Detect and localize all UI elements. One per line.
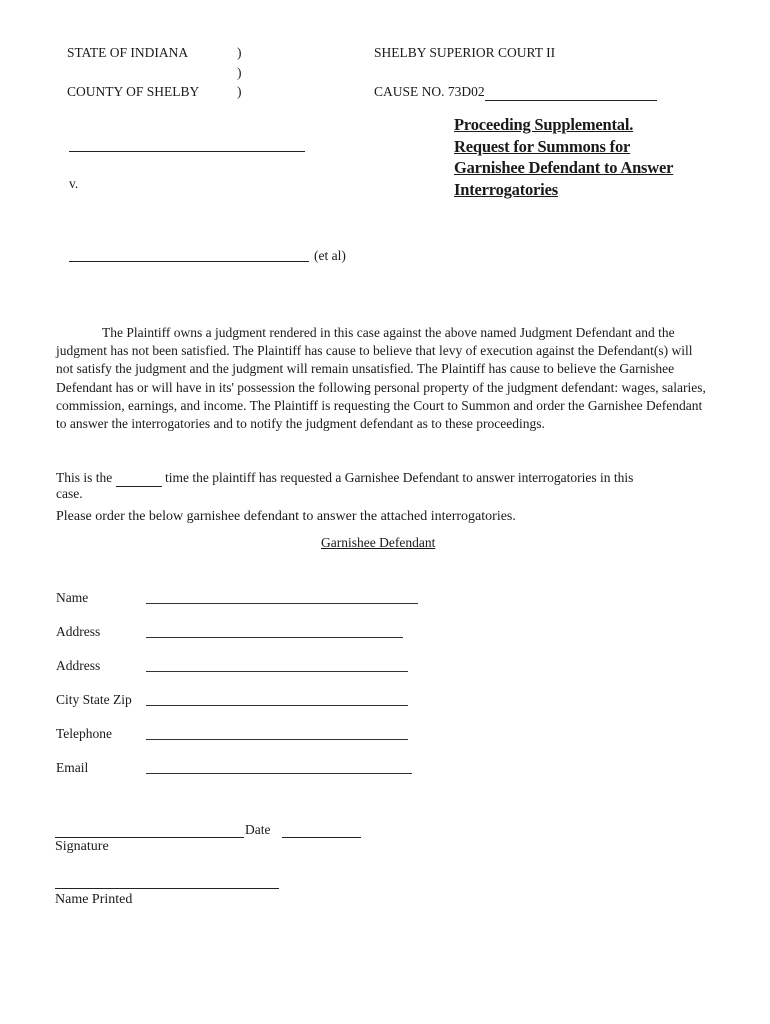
defendant-line[interactable] [69,261,309,262]
date-label: Date [245,822,271,837]
field-email-label: Email [56,760,89,775]
request-count-suffix: time the plaintiff has requested a Garnishee Defendant to answer interrogatories in this [165,470,634,485]
field-city-label: City State Zip [56,692,132,707]
request-count-end: case. [56,486,83,501]
cause-number [374,84,657,101]
date-line[interactable] [282,837,361,838]
plaintiff-line[interactable] [69,151,305,152]
et-al-label: (et al) [314,248,346,263]
court-name: SHELBY SUPERIOR COURT II [374,45,556,60]
title-line: Garnishee Defendant to Answer [454,158,674,177]
body-paragraph-text: The Plaintiff owns a judgment rendered in this case against the above named Judgment Defendant and the judgment has not been satisfied. The Plaintiff has cause to believe that levy of execution against the Defendant(s) will not satisfy the judgment and the judgment will remain unsatisfied. The Plaintiff has cause to believe the Garnishee Defendant has or will have in its' possession the following personal property of the judgment defendant: wages, salaries, commission, earnings, and income. The Plaintiff is requesting the Court to Summon and order the Garnishee Defendant to answer the interrogatories and to notify the judgment defendant as to these proceedings. [56,325,706,432]
state-label: STATE OF INDIANA [67,45,189,60]
request-count-line [56,470,633,487]
versus-label: v. [69,176,79,191]
county-label: COUNTY OF SHELBY [67,84,200,99]
title-line: Request for Summons for [454,136,631,156]
title-line: Proceeding Supplemental. [454,115,634,134]
field-address1-label: Address [56,624,101,639]
name-printed-label: Name Printed [55,892,133,907]
request-count-prefix: This is the [56,470,113,485]
field-telephone-line[interactable] [146,739,408,740]
signature-label: Signature [55,839,109,854]
field-name-line[interactable] [146,603,418,604]
field-email-line[interactable] [146,773,412,774]
field-address1-line[interactable] [146,637,403,638]
caption-paren: ) [237,84,242,99]
caption-paren: ) [237,65,242,80]
field-telephone-label: Telephone [56,726,113,741]
garnishee-heading: Garnishee Defendant [321,535,436,550]
request-count-field[interactable] [116,470,162,487]
cause-number-field[interactable] [485,84,657,101]
field-address2-label: Address [56,658,101,673]
body-paragraph [56,324,708,433]
field-city-line[interactable] [146,705,408,706]
cause-number-label: CAUSE NO. 73D02 [374,84,485,99]
name-printed-line[interactable] [55,888,279,889]
caption-paren: ) [237,45,242,60]
field-address2-line[interactable] [146,671,408,672]
order-text: Please order the below garnishee defendant to answer the attached interrogatories. [56,509,516,524]
document-title [454,114,734,200]
signature-line[interactable] [55,837,244,838]
field-name-label: Name [56,590,89,605]
title-line: Interrogatories [454,179,558,199]
